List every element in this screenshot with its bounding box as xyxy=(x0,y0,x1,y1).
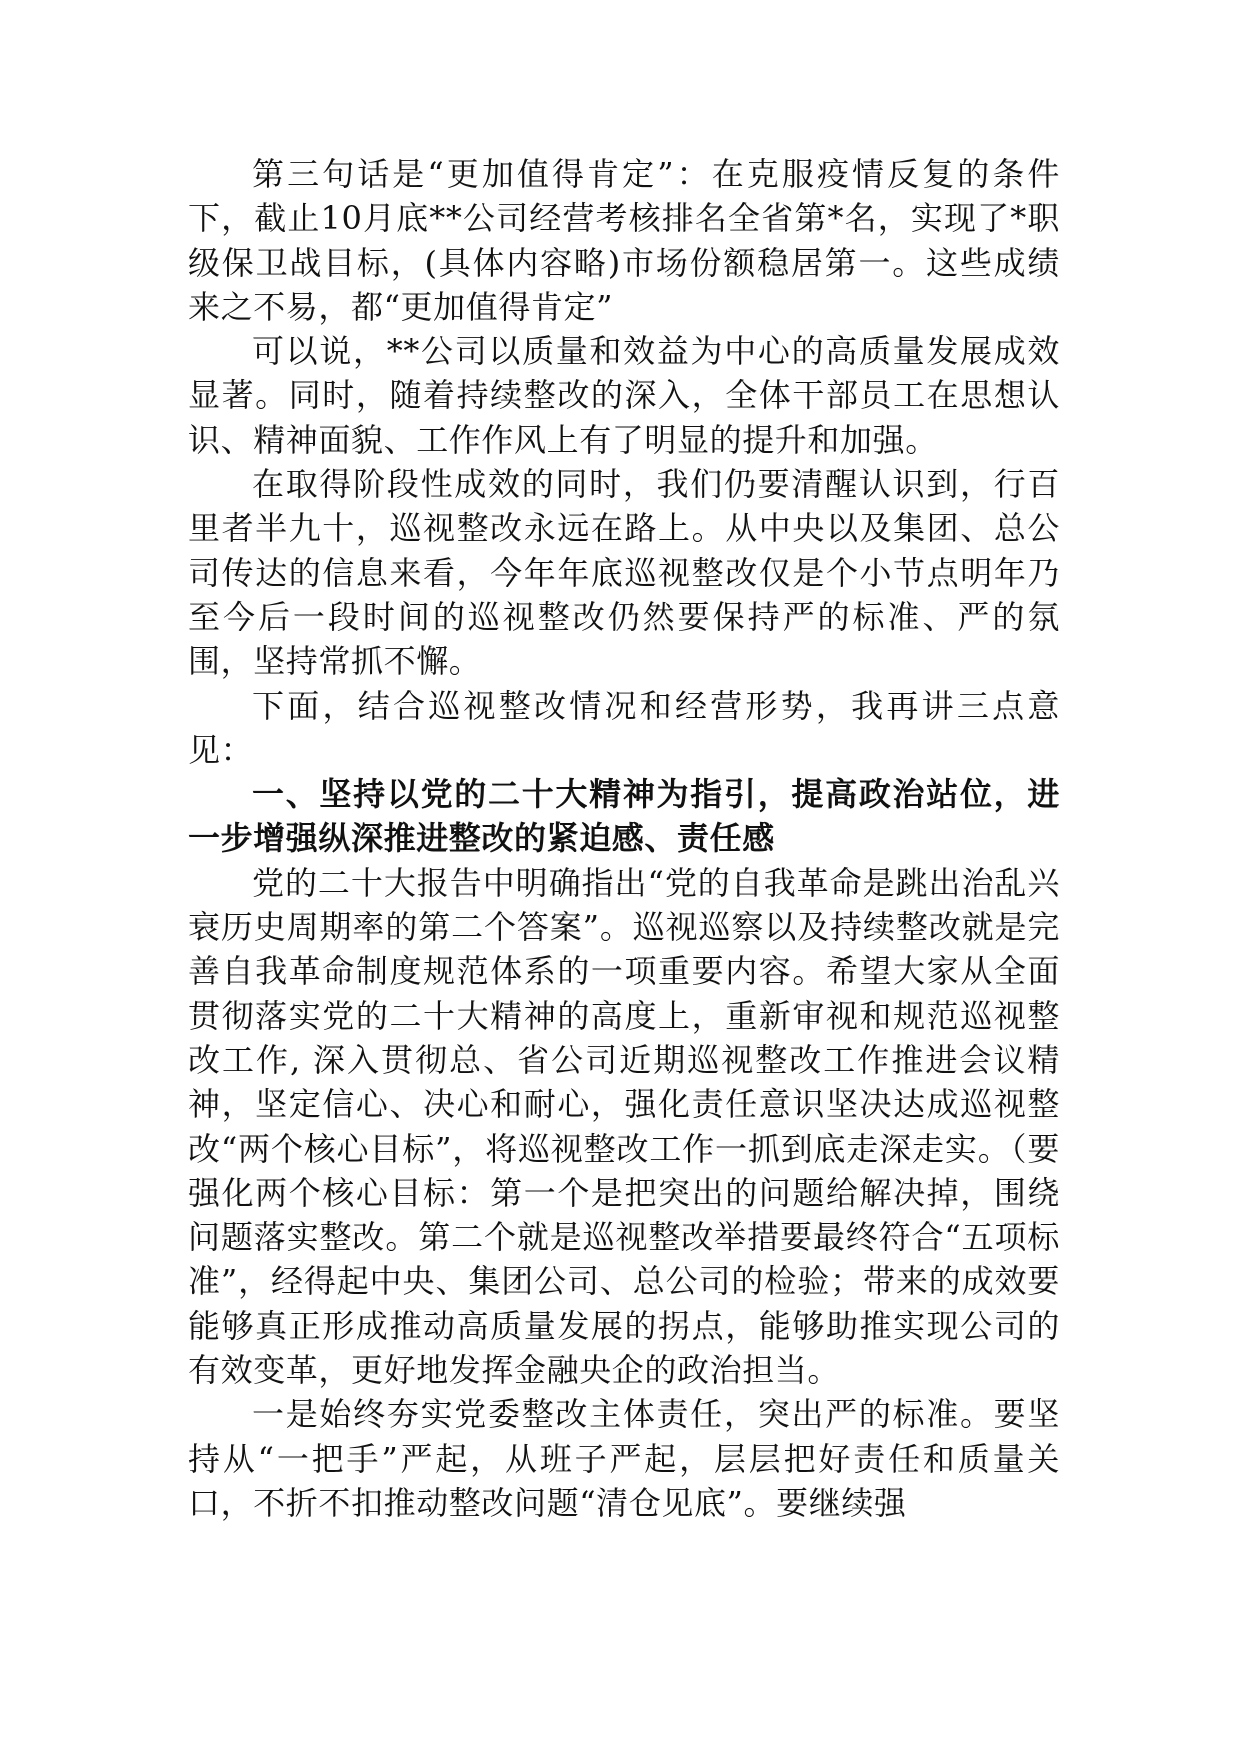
paragraph-rectification-ongoing: 在取得阶段性成效的同时，我们仍要清醒认识到，行百里者半九十，巡视整改永远在路上。从中央以及集团、总公司传达的信息来看，今年年底巡视整改仅是个小节点明年乃至今后一段时间的巡视整改仍然要保持严的标准、严的氛围，坚持常抓不懈。 xyxy=(188,465,1060,681)
paragraph-party-committee-responsibility: 一是始终夯实党委整改主体责任，突出严的标准。要坚持从“一把手”严起，从班子严起，层层把好责任和质量关口，不折不扣推动整改问题“清仓见底”。要继续强 xyxy=(188,1395,1060,1522)
paragraph-development-results: 可以说，**公司以质量和效益为中心的高质量发展成效显著。同时，随着持续整改的深入，全体干部员工在思想认识、精神面貌、工作作风上有了明显的提升和加强。 xyxy=(188,332,1060,459)
document-body xyxy=(188,152,1060,1525)
section-heading-one: 一、坚持以党的二十大精神为指引，提高政治站位，进一步增强纵深推进整改的紧迫感、责任感 xyxy=(188,775,1060,858)
paragraph-twentieth-congress: 党的二十大报告中明确指出“党的自我革命是跳出治乱兴衰历史周期率的第二个答案”。巡视巡察以及持续整改就是完善自我革命制度规范体系的一项重要内容。希望大家从全面贯彻落实党的二十大精神的高度上，重新审视和规范巡视整改工作, 深入贯彻总、省公司近期巡视整改工作推进会议精神，坚定信心、决心和耐心，强化责任意识坚决达成巡视整改“两个核心目标”，将巡视整改工作一抓到底走深走实。（要强化两个核心目标：第一个是把突出的问题给解决掉，围绕问题落实整改。第二个就是巡视整改举措要最终符合“五项标准”，经得起中央、集团公司、总公司的检验；带来的成效要能够真正形成推动高质量发展的拐点，能够助推实现公司的有效变革，更好地发挥金融央企的政治担当。 xyxy=(188,863,1060,1390)
paragraph-third-sentence: 第三句话是“更加值得肯定”：在克服疫情反复的条件下，截止10月底**公司经营考核排名全省第*名，实现了*职级保卫战目标，(具体内容略)市场份额稳居第一。这些成绩来之不易，都“更加值得肯定” xyxy=(188,155,1060,326)
paragraph-three-opinions-intro: 下面，结合巡视整改情况和经营形势，我再讲三点意见： xyxy=(188,686,1060,769)
